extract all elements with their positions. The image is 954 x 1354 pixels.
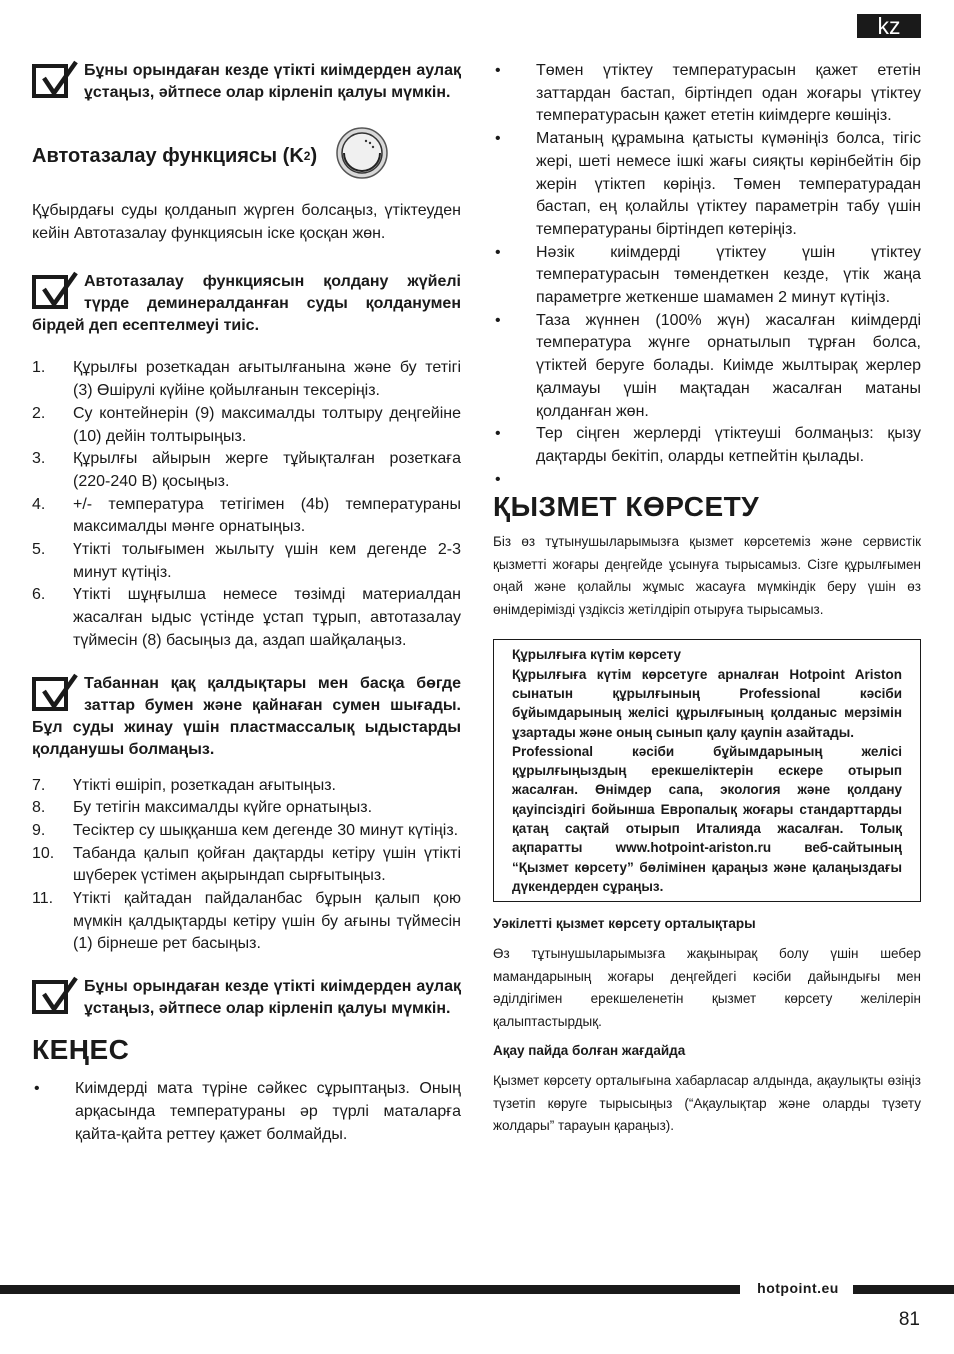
note-text: Бұны орындаған кезде үтікті киімдерден аулақ ұстаңыз, әйтпесе олар кірленіп қалуы мүмкін.: [84, 62, 461, 101]
footer-rule-left: [0, 1285, 740, 1294]
fault-text: Қызмет көрсету орталығына хабарласар алдында, ақаулықты өзіңіз түзетіп көруге тырысыңыз (“Ақаулықтар және оларды түзету жолдары” тарауын қараңыз).: [493, 1073, 921, 1134]
checkmark-icon: [32, 60, 80, 100]
authorized-centers-heading: Уәкілетті қызмет көрсету орталықтары: [493, 916, 756, 932]
list-item: •: [495, 470, 501, 488]
warning-note: [32, 673, 461, 761]
language-badge: kz: [857, 14, 921, 38]
right-column: [493, 60, 921, 1138]
warning-note: [32, 271, 461, 337]
list-item: 6. Үтікті шұңғылша немесе төзімді материалдан жасалған ыдыс үстінде ұстап тұрып, автотазалау түймесін (8) басыңыз да, аздап шайқалаңыз.: [32, 586, 461, 649]
note-text: Бұны орындаған кезде үтікті киімдерден аулақ ұстаңыз, әйтпесе олар кірленіп қалуы мүмкін.: [84, 978, 461, 1018]
steps-list-b: [32, 775, 461, 957]
list-item: 8. Бу тетігін максималды күйге орнатыңыз.: [32, 799, 373, 817]
list-item: • Матаның құрамына қатысты күмәніңіз болса, тігіс жері, шеті немесе ішкі жағы сияқты көрінбейтін бір жерін үтіктеп көріңіз. Төмен температурадан бастап, ең қолайлы үтіктеу параметрін табу үшін температураны біртіндеп көтеріңіз.: [495, 130, 921, 238]
tips-heading: КЕҢЕС: [32, 1034, 130, 1066]
list-item: 5. Үтікті толығымен жылыту үшін кем дегенде 2-3 минут күтіңіз.: [32, 541, 461, 581]
list-item: 2. Су контейнерін (9) максималды толтыру деңгейіне (10) дейін толтырыңыз.: [32, 404, 461, 445]
autoclean-subscript: 2: [303, 149, 311, 163]
list-item: • Таза жүннен (100% жүн) жасалған киімдерді температура жүнге орнатылып тұрған болса, үтіктей беруге болады. Киімде жылтырақ жерлер қалмауы үшін мақтадан жасалған матаны қолданған жөн.: [495, 311, 921, 420]
note-text: Табаннан қақ қалдықтары мен басқа бөгде заттар бумен және қайнаған сумен шығады. Бұл суды жинау үшін пластмассалық ыдыстарды қолданушы болмаңыз.: [32, 674, 461, 758]
care-info-box: [493, 639, 921, 902]
list-item: • Төмен үтіктеу температурасын қажет ететін заттардан бастап, біртіндеп одан жоғары үтіктеу температурасын қажет ететін киімдерге көшіңіз.: [495, 62, 921, 125]
autoclean-title: Автотазалау функциясы (K: [32, 144, 304, 167]
autoclean-title-close: ): [310, 144, 318, 167]
list-item: 11. Үтікті қайтадан пайдаланбас бұрын қалып қою мүмкін қалдықтарды кетіру үшін бу ағыны түймесін (1) бірнеше рет басыңыз.: [32, 890, 461, 953]
list-item: 10. Табанда қалып қойған дақтарды кетіру үшін үтікті шүберек үстімен ақырындап сырғытыңыз.: [32, 844, 461, 885]
service-heading: ҚЫЗМЕТ КӨРСЕТУ: [493, 491, 760, 523]
warning-note: [32, 60, 461, 104]
checkmark-icon: [32, 673, 80, 713]
fault-heading: Ақау пайда болған жағдайда: [493, 1043, 686, 1059]
tips-list-continued: [493, 60, 921, 491]
selector-knob-icon: [335, 126, 389, 186]
checkmark-icon: [32, 271, 80, 311]
care-box-paragraph: Professional кәсіби бұйымдарының желісі құрылғыңыздың ерекшеліктерін ескере отырып жасалған. Өнімдер сапа, экология және қолдану қауіпсіздігі бойынша Европалық жоғары стандарттарды қатаң сақтай отырып Италияда жасалған. Толық ақпаратты www.hotpoint-ariston.ru веб-сайтының “Қызмет көрсету” бөлімінен қараңыз және қалаңыздағы дүкендерден сұраңыз.: [512, 743, 902, 894]
list-item: • Тер сіңген жерлерді үтіктеуші болмаңыз: қызу дақтарды бекітіп, оларды кетпейтін қылады.: [495, 425, 921, 465]
care-box-paragraph: Құрылғыға күтім көрсетуге арналған Hotpoint Ariston сынатын құрылғының Professional кәсіби бұйымдарының желісі құрылғының қолданыс мерзімін ұзартады және оның сынып қалу қаупін азайтады.: [512, 666, 902, 740]
care-box-title: Құрылғыға күтім көрсету: [512, 647, 682, 663]
warning-note: [32, 976, 461, 1020]
service-intro: Біз өз тұтынушыларымызға қызмет көрсетеміз және сервистік қызметті жоғары деңгейде ұсынуға тырысамыз. Сізге құрылғымен оңай және қолайлы жұмыс жасауға мүмкіндік беру үшін өз өнімдерімізді үздіксіз жетілдіріп отыруға тырысамыз.: [493, 534, 921, 617]
page-number: 81: [898, 1309, 920, 1330]
authorized-centers-text: Өз тұтынушыларымызға жақынырақ болу үшін шебер мамандарының жоғары деңгейдегі кәсіби дайындығы мен әділдігімен ерекшеленетін қызмет көрсету желілерін қалыптастырдық.: [493, 946, 921, 1029]
list-item: 1. Құрылғы розеткадан ағытылғанына және бу тетігі (3) Өшірулі күйіне қойылғанын тексеріңіз.: [32, 359, 461, 400]
list-item: • Нәзік киімдерді үтіктеу үшін үтіктеу температурасын төмендеткен кезде, үтік жаңа параметрге жеткенше шамамен 2 минут күтіңіз.: [495, 243, 921, 307]
checkmark-icon: [32, 976, 80, 1016]
autoclean-intro: Құбырдағы суды қолданып жүрген болсаңыз, үтіктеуден кейін Автотазалау функциясын іске қосқан жөн.: [32, 202, 461, 242]
list-item: • Киімдерді мата түріне сәйкес сұрыптаңыз. Оның арқасында температураны әр түрлі маталарға қайта-қайта реттеу қажет болмайды.: [34, 1080, 461, 1143]
note-text: Автотазалау функциясын қолдану жүйелі түрде деминералданған суды қолданумен бірдей деп есептелмеуі тиіс.: [32, 273, 461, 335]
left-column: [32, 60, 461, 1146]
footer-rule-right: [853, 1285, 954, 1294]
steps-list-a: [32, 357, 461, 652]
tips-list: [32, 1078, 461, 1146]
autoclean-heading: [32, 126, 461, 186]
footer-website: hotpoint.eu: [757, 1280, 839, 1296]
list-item: 9. Тесіктер су шыққанша кем дегенде 30 минут күтіңіз.: [32, 821, 459, 839]
list-item: 7. Үтікті өшіріп, розеткадан ағытыңыз.: [32, 776, 336, 794]
list-item: 3. Құрылғы айырын жерге тұйықталған розеткаға (220-240 В) қосыңыз.: [32, 450, 461, 490]
list-item: 4. +/- температура тетігімен (4b) температураны максималды мәнге орнатыңыз.: [32, 495, 461, 536]
